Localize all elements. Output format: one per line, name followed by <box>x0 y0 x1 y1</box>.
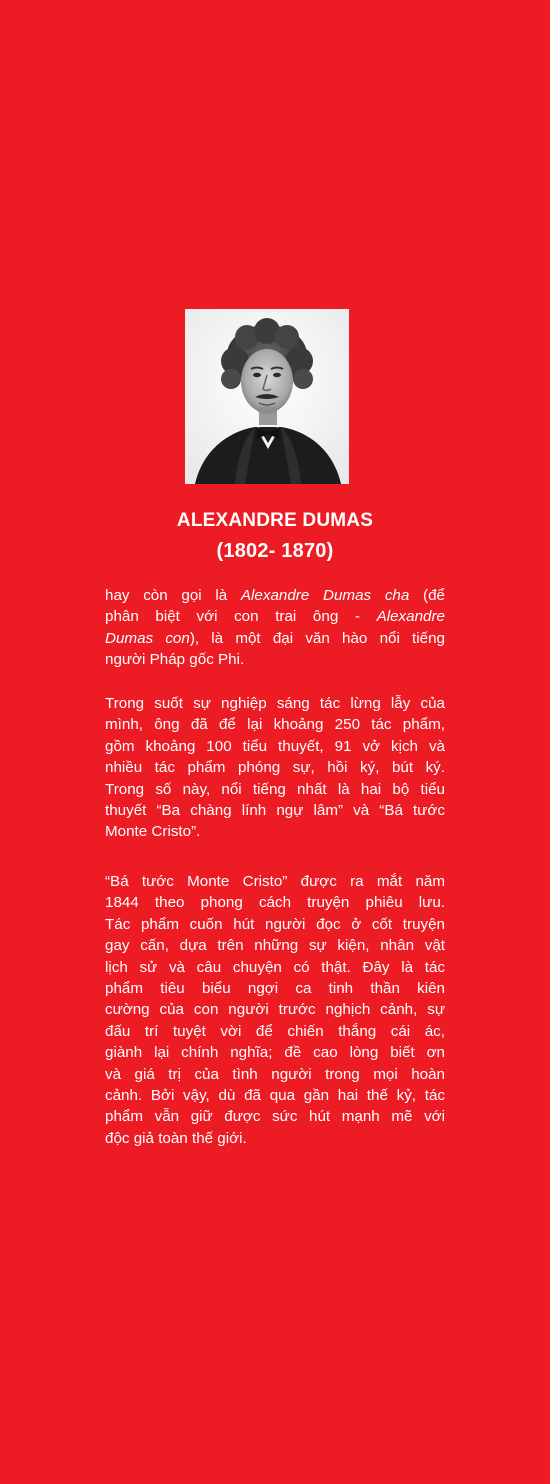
text-line: Trong suốt sự nghiệp sáng tác lừng lẫy của <box>105 695 445 712</box>
text-line: độc giả toàn thế giới. <box>105 1129 247 1147</box>
text-line: Trong số này, nổi tiếng nhất là hai bộ tiểu <box>105 780 445 798</box>
author-name: ALEXANDRE DUMAS <box>176 510 374 531</box>
text-line: người Pháp gốc Phi. <box>105 651 245 669</box>
paragraph-intro <box>105 585 445 671</box>
text-line: lịch sử và câu chuyện có thật. Đây là tác <box>105 958 445 976</box>
text-line: giành lại chính nghĩa; đề cao lòng biết ơn <box>105 1044 445 1062</box>
author-years: (1802- 1870) <box>216 540 334 562</box>
author-portrait <box>185 309 349 484</box>
text-line <box>105 628 445 649</box>
text-run: ), là một đại văn hào nổi tiếng <box>189 629 445 647</box>
text-line: gay cấn, dựa trên những sự kiện, nhân vật <box>105 937 445 955</box>
text-line: cường của con người trước nghịch cảnh, sự <box>105 1001 445 1019</box>
text-line: “Bá tước Monte Cristo” được ra mắt năm <box>105 873 445 890</box>
text-line: Monte Cristo”. <box>105 823 201 841</box>
text-line: 1844 theo phong cách truyện phiêu lưu. <box>105 894 445 912</box>
text-line: mình, ông đã để lại khoảng 250 tác phẩm, <box>105 716 445 734</box>
text-run-italic: Alexandre <box>376 608 445 626</box>
text-line: đấu trí tuyệt vời để chiến thắng cái ác, <box>105 1022 445 1040</box>
text-run-italic: Alexandre Dumas cha <box>240 587 410 604</box>
text-line: cảnh. Bởi vậy, dù đã qua gần hai thế kỷ, tác <box>105 1087 445 1105</box>
paragraph-monte-cristo <box>105 871 445 1149</box>
text-run: (để <box>409 587 446 604</box>
text-line: gồm khoảng 100 tiểu thuyết, 91 vở kịch và <box>105 737 445 755</box>
text-run: phân biệt với con trai ông - <box>105 608 377 626</box>
text-line <box>105 606 445 627</box>
text-line: Tác phẩm cuốn hút người đọc ở cốt truyện <box>105 915 445 933</box>
text-line: thuyết “Ba chàng lính ngự lâm” và “Bá tước <box>105 802 445 820</box>
text-line: và giá trị của tình người trong mọi hoàn <box>105 1065 445 1083</box>
text-line <box>105 585 445 606</box>
text-line: phẩm tiêu biểu ngợi ca tinh thần kiên <box>105 980 445 998</box>
paragraph-career <box>105 693 445 843</box>
author-portrait-image <box>185 309 349 484</box>
text-run: hay còn gọi là <box>105 587 241 604</box>
text-run-italic: Dumas con <box>105 629 190 647</box>
text-line: nhiều tác phẩm phóng sự, hồi ký, bút ký. <box>105 759 445 777</box>
text-line: phẩm vẫn giữ được sức hút mạnh mẽ với <box>105 1108 445 1126</box>
